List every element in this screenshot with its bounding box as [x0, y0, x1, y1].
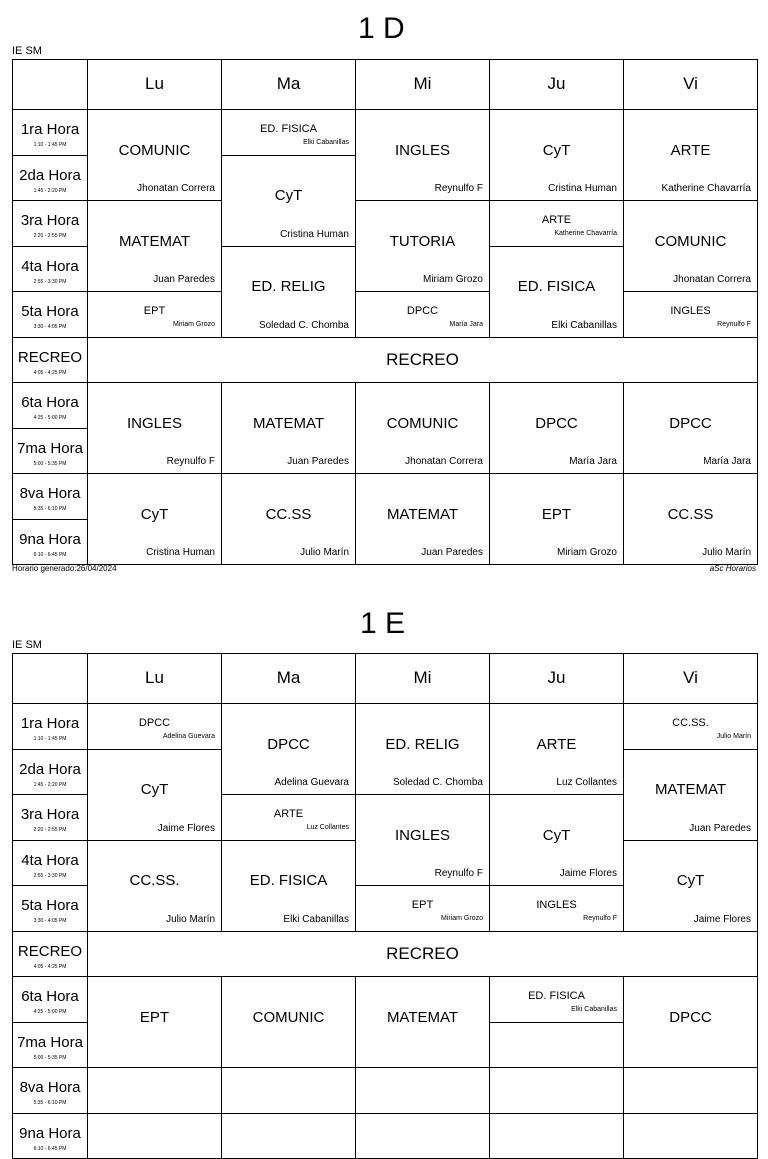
teacher-name: María Jara — [703, 456, 751, 467]
teacher-name: Juan Paredes — [421, 547, 483, 558]
period-name: 2da Hora — [19, 166, 81, 184]
period-name: RECREO — [17, 942, 83, 960]
subject-label: CyT — [274, 187, 303, 204]
schedule-title: 1 D — [358, 12, 405, 45]
teacher-name: Reynulfo F — [434, 183, 483, 194]
subject-label: DPCC — [669, 414, 712, 432]
period-time: 2:20 - 2:55 PM — [33, 827, 67, 833]
period-name: 3ra Hora — [20, 212, 80, 229]
teacher-name: Reynulfo F — [434, 868, 483, 879]
subject-label: COMUNIC — [252, 1008, 325, 1026]
subject-label: DPCC — [406, 305, 439, 317]
class-cell — [356, 474, 490, 565]
class-cell — [222, 474, 356, 565]
class-cell — [88, 704, 222, 750]
subject-label: CyT — [140, 505, 169, 523]
period-time: 5:00 - 5:35 PM — [33, 460, 67, 467]
subject-label: DPCC — [669, 1008, 712, 1026]
class-cell — [490, 110, 624, 201]
subject-label: EPT — [139, 1008, 170, 1026]
recreo-bar: RECREO — [88, 931, 758, 977]
day-header-ma: Ma — [222, 60, 356, 110]
corner-cell — [13, 654, 88, 704]
teacher-name: Adelina Guevara — [274, 777, 349, 788]
class-cell — [222, 704, 356, 795]
period-time: 1:45 - 2:20 PM — [33, 781, 67, 788]
class-cell — [624, 292, 758, 338]
period-time: 2:55 - 3:30 PM — [33, 872, 67, 879]
period-name: 7ma Hora — [17, 439, 83, 457]
period-time: 1:10 - 1:45 PM — [33, 142, 67, 148]
subject-label: DPCC — [535, 414, 578, 432]
software-credit: aSc Horarios — [709, 564, 756, 573]
period-name: 6ta Hora — [21, 988, 79, 1005]
class-cell — [88, 749, 222, 840]
empty-cell — [624, 1068, 758, 1114]
class-cell — [490, 886, 624, 932]
period-name: 9na Hora — [19, 530, 81, 548]
teacher-name: Reynulfo F — [717, 321, 751, 328]
period-name: 1ra Hora — [20, 121, 80, 138]
school-name: IE SM — [12, 639, 42, 651]
period-label — [13, 749, 88, 795]
subject-label: TUTORIA — [389, 232, 456, 250]
teacher-name: Jhonatan Correra — [405, 456, 483, 467]
subject-label: ED. RELIG — [251, 278, 326, 295]
generated-date: Horario generado:26/04/2024 — [12, 564, 117, 573]
day-header-mi: Mi — [356, 654, 490, 704]
teacher-name: Elki Cabanillas — [551, 319, 617, 331]
class-cell — [490, 201, 624, 247]
class-cell — [356, 704, 490, 795]
class-cell — [222, 795, 356, 841]
teacher-name: Jaime Flores — [157, 822, 215, 834]
subject-label: CyT — [542, 826, 571, 844]
corner-cell — [13, 60, 88, 110]
period-time: 3:30 - 4:05 PM — [33, 324, 67, 330]
class-cell — [356, 201, 490, 292]
class-cell — [624, 383, 758, 474]
period-label — [13, 886, 88, 932]
teacher-name: María Jara — [569, 456, 617, 467]
timetable-1e — [12, 653, 758, 1159]
subject-label: MATEMAT — [252, 414, 325, 432]
day-header-lu: Lu — [88, 60, 222, 110]
subject-label: MATEMAT — [118, 232, 191, 250]
teacher-name: Juan Paredes — [287, 456, 349, 467]
subject-label: COMUNIC — [118, 141, 191, 159]
timetable-1d — [12, 59, 758, 565]
class-cell — [624, 840, 758, 931]
empty-cell — [88, 1113, 222, 1159]
class-cell — [356, 886, 490, 932]
period-name: 1ra Hora — [20, 715, 80, 732]
class-cell — [490, 704, 624, 795]
subject-label: ED. FISICA — [517, 278, 596, 295]
period-time: 4:05 - 4:25 PM — [33, 369, 67, 376]
class-cell — [624, 201, 758, 292]
teacher-name: Jhonatan Correra — [673, 274, 751, 285]
period-time: 4:25 - 5:00 PM — [33, 1009, 67, 1015]
teacher-name: Luz Collantes — [556, 777, 617, 788]
teacher-name: Miriam Grozo — [172, 321, 215, 328]
teacher-name: Julio Marín — [300, 547, 349, 558]
teacher-name: Cristina Human — [146, 547, 215, 558]
teacher-name: Juan Paredes — [153, 274, 215, 285]
teacher-name: Julio Marín — [716, 733, 751, 740]
period-time: 4:05 - 4:25 PM — [33, 963, 67, 970]
subject-label: DPCC — [267, 735, 310, 753]
period-label — [13, 474, 88, 520]
subject-label: INGLES — [536, 899, 577, 911]
subject-label: COMUNIC — [654, 232, 727, 250]
period-name: 9na Hora — [19, 1124, 81, 1142]
period-name: 5ta Hora — [21, 897, 79, 914]
period-time: 5:35 - 6:10 PM — [33, 1100, 67, 1106]
teacher-name: Elki Cabanillas — [283, 913, 349, 925]
period-time: 1:45 - 2:20 PM — [33, 187, 67, 194]
period-label — [13, 840, 88, 886]
schedule-title: 1 E — [360, 607, 406, 640]
class-cell — [624, 110, 758, 201]
school-name: IE SM — [12, 45, 42, 57]
teacher-name: Soledad C. Chomba — [258, 319, 349, 331]
teacher-name: Miriam Grozo — [556, 547, 617, 558]
subject-label: ED. FISICA — [260, 123, 317, 135]
period-label — [13, 704, 88, 750]
empty-cell — [222, 1068, 356, 1114]
subject-label: ARTE — [273, 808, 304, 820]
period-label — [13, 337, 88, 383]
teacher-name: Katherine Chavarría — [554, 230, 617, 237]
period-label — [13, 428, 88, 474]
class-cell — [222, 383, 356, 474]
day-header-lu: Lu — [88, 654, 222, 704]
period-label — [13, 1068, 88, 1114]
subject-label: MATEMAT — [386, 505, 459, 523]
teacher-name: Luz Collantes — [306, 824, 349, 831]
teacher-name: Cristina Human — [548, 183, 617, 194]
teacher-name: Elki Cabanillas — [303, 139, 349, 146]
empty-cell — [356, 1068, 490, 1114]
period-label — [13, 519, 88, 565]
subject-label: INGLES — [126, 414, 183, 432]
period-name: 8va Hora — [19, 485, 81, 502]
teacher-name: Katherine Chavarría — [661, 183, 751, 194]
class-cell — [222, 840, 356, 931]
period-name: 3ra Hora — [20, 806, 80, 823]
period-time: 1:10 - 1:45 PM — [33, 736, 67, 742]
class-cell — [88, 292, 222, 338]
period-name: 4ta Hora — [21, 851, 79, 869]
period-time: 2:20 - 2:55 PM — [33, 233, 67, 239]
teacher-name: Julio Marín — [166, 913, 215, 925]
day-header-ju: Ju — [490, 654, 624, 704]
empty-cell — [624, 1113, 758, 1159]
teacher-name: Miriam Grozo — [422, 274, 483, 285]
class-cell — [356, 110, 490, 201]
subject-label: ED. RELIG — [385, 735, 460, 753]
class-cell — [88, 977, 222, 1068]
empty-cell — [490, 1113, 624, 1159]
class-cell — [490, 383, 624, 474]
subject-label: MATEMAT — [386, 1008, 459, 1026]
teacher-name: Miriam Grozo — [440, 915, 483, 922]
class-cell — [624, 977, 758, 1068]
class-cell — [222, 246, 356, 337]
period-label — [13, 292, 88, 338]
subject-label: CC.SS — [667, 505, 714, 523]
empty-cell — [88, 1068, 222, 1114]
subject-label: ARTE — [541, 214, 572, 226]
subject-label: ARTE — [670, 141, 711, 159]
period-label — [13, 246, 88, 292]
period-time: 6:10 - 6:45 PM — [33, 1145, 67, 1152]
teacher-name: Adelina Guevara — [162, 733, 215, 740]
teacher-name: Elki Cabanillas — [571, 1006, 617, 1013]
teacher-name: María Jara — [449, 321, 483, 328]
period-name: 2da Hora — [19, 760, 81, 778]
subject-label: CC.SS — [265, 505, 312, 523]
teacher-name: Jhonatan Correra — [137, 183, 215, 194]
period-label — [13, 383, 88, 429]
period-time: 5:35 - 6:10 PM — [33, 506, 67, 512]
period-label — [13, 155, 88, 201]
teacher-name: Soledad C. Chomba — [392, 777, 483, 788]
class-cell — [88, 840, 222, 931]
period-label — [13, 931, 88, 977]
subject-label: MATEMAT — [654, 781, 727, 798]
period-time: 3:30 - 4:05 PM — [33, 918, 67, 924]
teacher-name: Jaime Flores — [559, 868, 617, 879]
class-cell — [356, 977, 490, 1068]
class-cell — [88, 110, 222, 201]
period-label — [13, 1022, 88, 1068]
teacher-name: Cristina Human — [280, 228, 349, 240]
subject-label: EPT — [541, 505, 572, 523]
class-cell — [222, 155, 356, 246]
class-cell — [222, 110, 356, 156]
class-cell — [222, 977, 356, 1068]
empty-cell — [490, 1068, 624, 1114]
day-header-mi: Mi — [356, 60, 490, 110]
empty-cell — [356, 1113, 490, 1159]
subject-label: CC.SS. — [129, 872, 180, 889]
class-cell — [490, 795, 624, 886]
period-label — [13, 1113, 88, 1159]
subject-label: ED. FISICA — [249, 872, 328, 889]
class-cell — [88, 383, 222, 474]
class-cell — [490, 474, 624, 565]
subject-label: EPT — [411, 899, 434, 911]
subject-label: CyT — [140, 781, 169, 798]
period-name: 6ta Hora — [21, 394, 79, 411]
teacher-name: Juan Paredes — [689, 822, 751, 834]
teacher-name: Julio Marín — [702, 547, 751, 558]
day-header-ma: Ma — [222, 654, 356, 704]
period-name: 4ta Hora — [21, 257, 79, 275]
class-cell — [624, 704, 758, 750]
subject-label: CyT — [676, 872, 705, 889]
teacher-name: Reynulfo F — [583, 915, 617, 922]
subject-label: COMUNIC — [386, 414, 459, 432]
teacher-name: Jaime Flores — [693, 913, 751, 925]
empty-cell — [490, 1022, 624, 1068]
day-header-ju: Ju — [490, 60, 624, 110]
class-cell — [88, 474, 222, 565]
class-cell — [356, 383, 490, 474]
period-label — [13, 977, 88, 1023]
day-header-vi: Vi — [624, 654, 758, 704]
period-time: 2:55 - 3:30 PM — [33, 278, 67, 285]
period-label — [13, 201, 88, 247]
subject-label: CC.SS. — [672, 717, 709, 729]
class-cell — [624, 749, 758, 840]
subject-label: INGLES — [394, 141, 451, 159]
class-cell — [624, 474, 758, 565]
class-cell — [490, 246, 624, 337]
recreo-bar: RECREO — [88, 337, 758, 383]
subject-label: EPT — [143, 305, 166, 317]
period-label — [13, 795, 88, 841]
day-header-vi: Vi — [624, 60, 758, 110]
teacher-name: Reynulfo F — [166, 456, 215, 467]
period-time: 6:10 - 6:45 PM — [33, 551, 67, 558]
class-cell — [356, 292, 490, 338]
class-cell — [490, 977, 624, 1023]
subject-label: CyT — [542, 141, 571, 159]
period-name: 5ta Hora — [21, 303, 79, 320]
period-time: 4:25 - 5:00 PM — [33, 415, 67, 421]
subject-label: INGLES — [394, 826, 451, 844]
period-name: RECREO — [17, 348, 83, 366]
period-name: 8va Hora — [19, 1079, 81, 1096]
subject-label: ED. FISICA — [528, 990, 585, 1002]
period-label — [13, 110, 88, 156]
period-time: 5:00 - 5:35 PM — [33, 1054, 67, 1061]
empty-cell — [222, 1113, 356, 1159]
class-cell — [88, 201, 222, 292]
period-name: 7ma Hora — [17, 1033, 83, 1051]
subject-label: INGLES — [670, 305, 711, 317]
class-cell — [356, 795, 490, 886]
subject-label: ARTE — [536, 735, 577, 753]
subject-label: DPCC — [138, 717, 171, 729]
